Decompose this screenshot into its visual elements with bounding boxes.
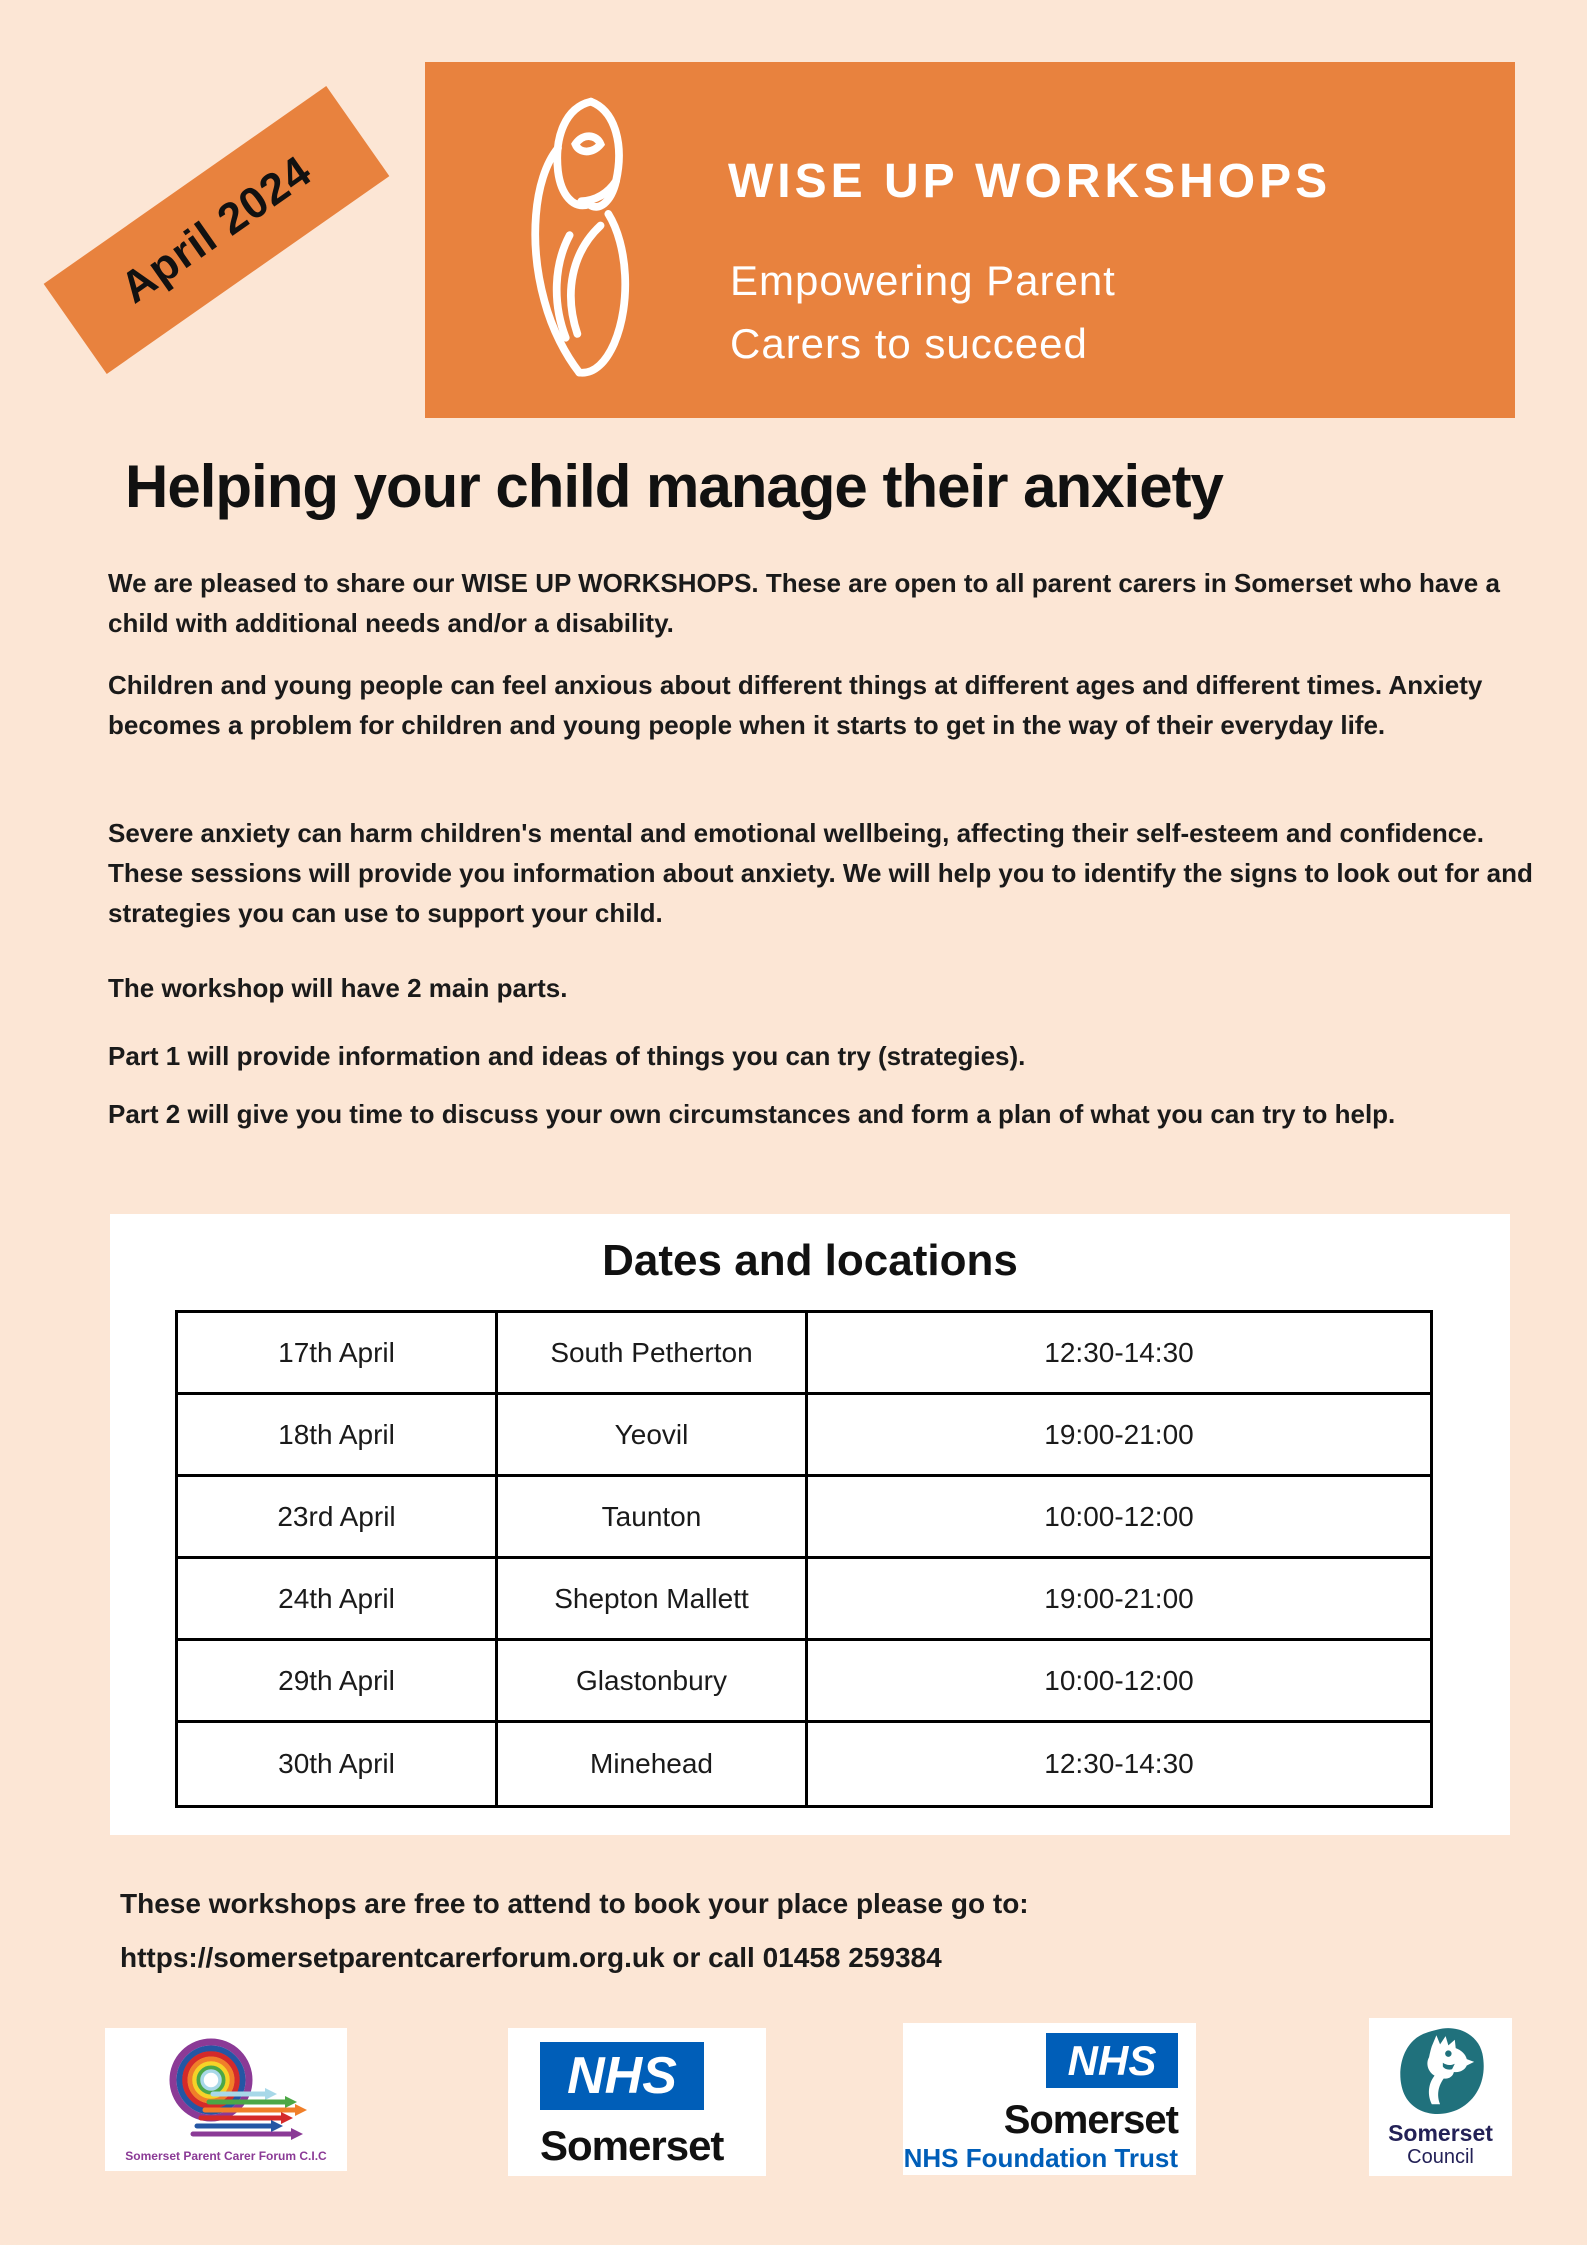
nhs-foundation-trust-label: NHS Foundation Trust	[903, 2143, 1178, 2173]
table-row	[178, 1641, 1430, 1723]
banner	[425, 62, 1515, 418]
booking-info-line2: https://somersetparentcarerforum.org.uk or call 01458 259384	[120, 1942, 942, 1973]
nhs-wordmark: NHS	[540, 2042, 704, 2110]
paragraph-severe-anxiety: Severe anxiety can harm children's mental and emotional wellbeing, affecting their self-esteem and confidence. These sessions will provide you information about anxiety. We will help you to identify the signs to look out for and strategies you can use to support your child.	[108, 818, 1533, 928]
date-cell: 23rd April	[178, 1477, 498, 1556]
banner-subtitle-line2: Carers to succeed	[730, 320, 1088, 367]
ribbon-label: April 2024	[111, 146, 321, 313]
location-cell: Glastonbury	[498, 1641, 808, 1720]
location-cell: Taunton	[498, 1477, 808, 1556]
forum-caption: Somerset Parent Carer Forum C.I.C	[125, 2149, 327, 2163]
date-cell: 29th April	[178, 1641, 498, 1720]
date-cell: 30th April	[178, 1723, 498, 1805]
time-cell: 19:00-21:00	[1044, 1582, 1194, 1614]
nhs-somerset-label: Somerset	[540, 2122, 724, 2169]
location-cell: Minehead	[498, 1723, 808, 1805]
table-row	[178, 1723, 1430, 1805]
council-label: Council	[1407, 2146, 1474, 2168]
nhsft-somerset-label: Somerset	[1003, 2098, 1178, 2142]
time-cell: 10:00-12:00	[1044, 1500, 1194, 1532]
paragraph-intro: We are pleased to share our WISE UP WORKSHOPS. These are open to all parent carers in Somerset who have a child with additional needs and/or a disability.	[108, 568, 1500, 638]
paragraph-part2: Part 2 will give you time to discuss your own circumstances and form a plan of what you can try to help.	[108, 1099, 1396, 1129]
date-cell: 18th April	[178, 1395, 498, 1474]
table-row	[178, 1313, 1430, 1395]
table-row	[178, 1477, 1430, 1559]
location-cell: South Petherton	[498, 1313, 808, 1392]
nhs-somerset-logo	[508, 2028, 766, 2176]
table-row	[178, 1395, 1430, 1477]
location-cell: Shepton Mallett	[498, 1559, 808, 1638]
somerset-council-logo	[1369, 2018, 1512, 2176]
rainbow-spiral-icon	[133, 2036, 333, 2144]
banner-subtitle-line1: Empowering Parent	[730, 257, 1116, 304]
april-ribbon	[44, 86, 390, 374]
dates-table	[175, 1310, 1433, 1808]
time-cell: 19:00-21:00	[1044, 1418, 1194, 1450]
paragraph-part1: Part 1 will provide information and ideas of things you can try (strategies).	[108, 1041, 1026, 1071]
dragon-icon	[1395, 2026, 1487, 2118]
table-row	[178, 1559, 1430, 1641]
page-title: Helping your child manage their anxiety	[125, 453, 1223, 520]
date-cell: 17th April	[178, 1313, 498, 1392]
time-cell: 12:30-14:30	[1044, 1336, 1194, 1368]
location-cell: Yeovil	[498, 1395, 808, 1474]
banner-title: WISE UP WORKSHOPS	[728, 155, 1332, 208]
booking-info-line1: These workshops are free to attend to book your place please go to:	[120, 1888, 1029, 1919]
nhs-wordmark: NHS	[1046, 2033, 1178, 2088]
somerset-parent-carer-forum-logo	[105, 2028, 347, 2171]
time-cell: 10:00-12:00	[1044, 1664, 1194, 1696]
paragraph-anxiety-ages: Children and young people can feel anxious about different things at different ages and different times. Anxiety becomes a problem for children and young people when it starts to get in the way of their everyday life.	[108, 670, 1483, 740]
council-somerset-label: Somerset	[1388, 2120, 1493, 2146]
dates-section	[110, 1214, 1510, 1835]
paragraph-two-parts: The workshop will have 2 main parts.	[108, 973, 568, 1003]
nhs-foundation-trust-logo	[903, 2023, 1196, 2175]
owl-logo-icon	[513, 90, 663, 390]
date-cell: 24th April	[178, 1559, 498, 1638]
time-cell: 12:30-14:30	[1044, 1748, 1194, 1779]
dates-title: Dates and locations	[602, 1236, 1018, 1285]
